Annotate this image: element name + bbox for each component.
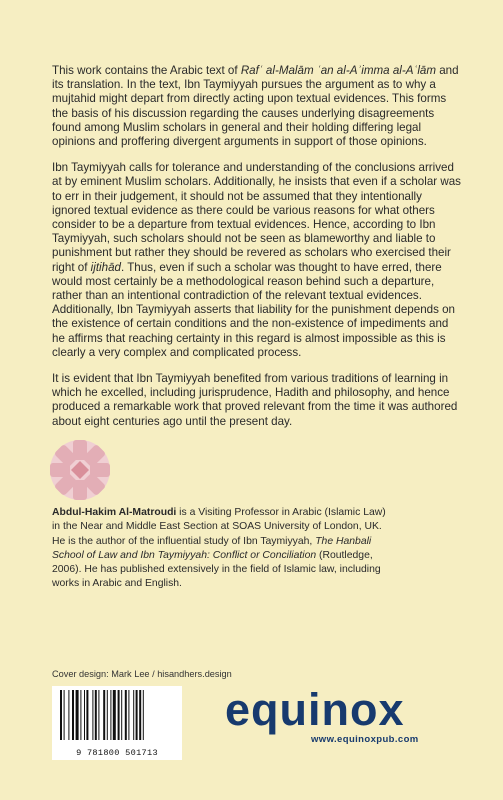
- book-title: The Hanbali School of Law and Ibn Taymiyyah: Conflict or Conciliation: [52, 535, 372, 561]
- barcode-bar: [95, 690, 97, 740]
- back-cover-blurb: [52, 64, 462, 441]
- isbn-digits: 9 781800 501713: [76, 748, 158, 758]
- barcode-bar: [68, 690, 69, 740]
- barcode-bar: [110, 690, 111, 740]
- geometric-rosette-icon: [40, 430, 120, 510]
- publisher-logo: [225, 684, 465, 760]
- barcode-bar: [125, 690, 127, 740]
- barcode-bar: [133, 690, 134, 740]
- barcode-bar: [84, 690, 85, 740]
- barcode-bar: [113, 690, 116, 740]
- barcode-bar: [80, 690, 81, 740]
- arabic-title: Rafʿ al-Malām ʿan al-Aʾimma al-Aʿlām: [240, 64, 437, 77]
- publisher-url: www.equinoxpub.com: [311, 734, 419, 745]
- barcode-bar: [98, 690, 99, 740]
- barcode-bar: [118, 690, 120, 740]
- barcode-bar: [107, 690, 108, 740]
- blurb-paragraph-3: It is evident that Ibn Taymiyyah benefited from various traditions of learning in which he excelled, including jurisprudence, Hadith and philosophy, and hence produced a remarkable work that proved relevant from the time it was authored about eight centuries ago until the present day.: [52, 372, 458, 428]
- cover-design-credit: Cover design: Mark Lee / hisandhers.design: [52, 669, 232, 679]
- barcode-bar: [76, 690, 79, 740]
- author-name: Abdul-Hakim Al-Matroudi: [52, 507, 177, 518]
- barcode-bar: [60, 690, 62, 740]
- barcode-bar: [103, 690, 105, 740]
- ijtihad-term: ijtihād: [90, 260, 121, 274]
- blurb-paragraph-2: Ibn Taymiyyah calls for tolerance and understanding of the conclusions arrived at by eminent Muslim scholars. Additionally, he insists that even if a scholar was to err in their judgement, it should not be assumed that they intentionally ignored textual evidence as there could be various reasons for what others consider to be a departure from textual evidences. Hence, according to Ibn Taymiyyah, such scholars should not be seen as blameworthy and liable to punishment but rather they should be revered as scholars who exercised their right of ijtihād. Thus, even if such a scholar was thought to have erred, there would most certainly be a methodological reason behind such a departure, rather than an intentional contradiction of the relevant textual evidences. Additionally, Ibn Taymiyyah asserts that liability for the punishment depends on the existence of certain conditions and the non-existence of impediments and he affirms that reaching certainty in this regard is almost impossible as this is clearly a very complex and complicated process.: [52, 161, 461, 359]
- blurb-paragraph-1: This work contains the Arabic text of Rafʿ al-Malām ʿan al-Aʾimma al-Aʿlām and its translation. In the text, Ibn Taymiyyah pursues the argument as to why a mujtahid might depart from directly acting upon textual evidences. This forms the basis of his discussion regarding the causes underlying disagreements found among Muslim scholars in general and their holding differing legal opinions and proffering divergent arguments in support of those opinions.: [52, 64, 459, 149]
- barcode-bar: [86, 690, 88, 740]
- barcode-bar: [64, 690, 65, 740]
- barcode-bar: [143, 690, 144, 740]
- barcode-bar: [139, 690, 141, 740]
- author-bio: Abdul-Hakim Al-Matroudi is a Visiting Professor in Arabic (Islamic Law) in the Near and Middle East Section at SOAS University of London, UK. He is the author of the influential study of Ibn Taymiyyah, The Hanbali School of Law and Ibn Taymiyyah: Conflict or Conciliation (Routledge, 2006). He has published extensively in the field of Islamic law, including works in Arabic and English.: [52, 507, 386, 590]
- barcode-bar: [136, 690, 138, 740]
- barcode-bar: [72, 690, 74, 740]
- publisher-logo-text: equinox: [225, 684, 405, 735]
- isbn-barcode: [52, 686, 182, 760]
- barcode-bar: [121, 690, 122, 740]
- barcode-bar: [128, 690, 129, 740]
- barcode-bar: [92, 690, 93, 740]
